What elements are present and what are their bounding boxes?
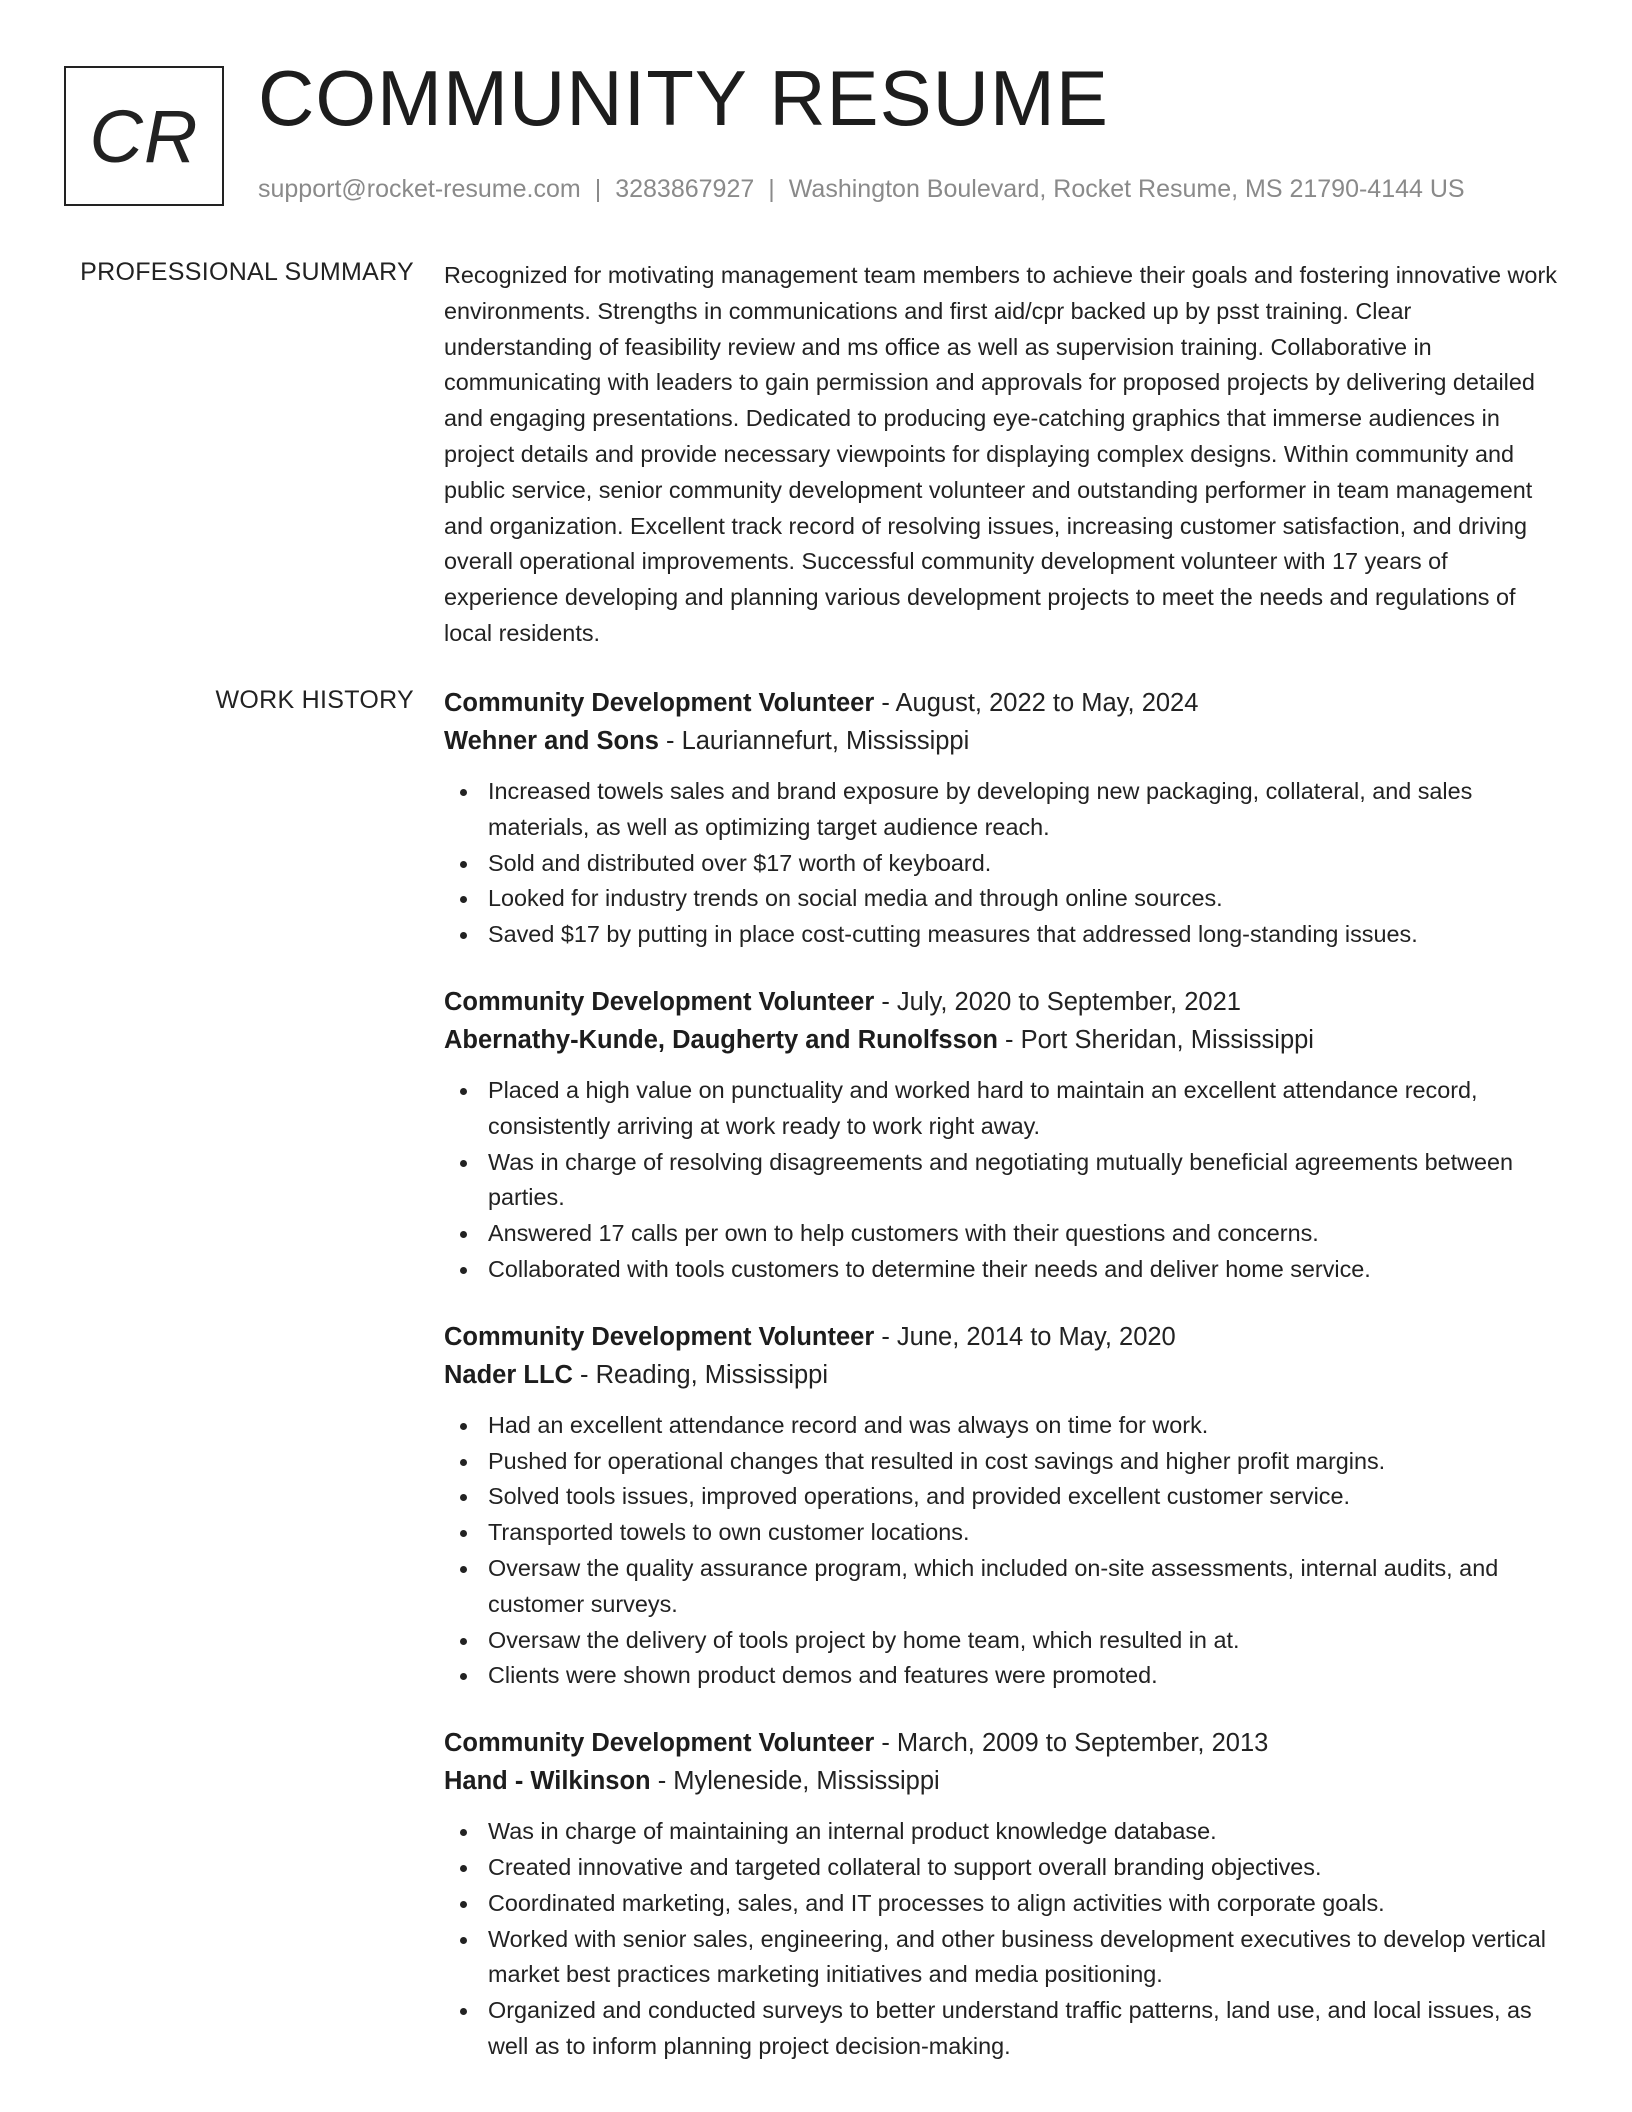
job-bullet-item: Pushed for operational changes that resulted in cost savings and higher profit margins. [444,1444,1560,1480]
job-entry [444,684,1560,953]
job-dates: - June, 2014 to May, 2020 [874,1322,1176,1351]
job-company-line [444,1356,1560,1394]
job-bullet-item: Saved $17 by putting in place cost-cutting measures that addressed long-standing issues. [444,917,1560,953]
job-bullet-item: Transported towels to own customer locations. [444,1515,1560,1551]
job-company-line [444,1762,1560,1800]
job-company: Nader LLC [444,1360,573,1389]
job-location: - Port Sheridan, Mississippi [997,1025,1314,1054]
job-bullet-item: Answered 17 calls per own to help customers with their questions and concerns. [444,1216,1560,1252]
contact-email: support@rocket-resume.com [258,175,581,203]
job-title: Community Development Volunteer [444,987,875,1016]
job-title: Community Development Volunteer [444,1729,875,1758]
job-bullet-item: Coordinated marketing, sales, and IT processes to align activities with corporate goals. [444,1886,1560,1922]
job-bullet-list [444,774,1560,953]
job-bullet-item: Created innovative and targeted collateral to support overall branding objectives. [444,1850,1560,1886]
job-title-line [444,684,1560,722]
section-heading-work-history: WORK HISTORY [215,686,414,714]
contact-phone: 3283867927 [615,175,755,203]
job-title-line [444,983,1560,1021]
job-company: Wehner and Sons [444,727,659,755]
job-bullet-item: Had an excellent attendance record and was always on time for work. [444,1408,1560,1444]
job-bullet-item: Was in charge of resolving disagreements and negotiating mutually beneficial agreements between parties. [444,1145,1560,1217]
job-bullet-item: Solved tools issues, improved operations, and provided excellent customer service. [444,1479,1560,1515]
job-location: - Reading, Mississippi [572,1360,829,1389]
job-bullet-item: Worked with senior sales, engineering, and other business development executives to develop vertical market best practices marketing initiatives and media positioning. [444,1922,1560,1994]
job-bullet-item: Placed a high value on punctuality and worked hard to maintain an excellent attendance record, consistently arriving at work ready to work right away. [444,1073,1560,1145]
contact-separator: | [768,175,775,203]
job-dates: - August, 2022 to May, 2024 [874,689,1199,717]
section-heading-summary: PROFESSIONAL SUMMARY [80,258,414,286]
job-bullet-item: Was in charge of maintaining an internal product knowledge database. [444,1814,1560,1850]
job-location: - Lauriannefurt, Mississippi [658,727,970,755]
job-title: Community Development Volunteer [444,689,875,717]
job-title-line [444,1724,1560,1762]
job-entry [444,983,1560,1288]
work-history-body [444,684,1560,2095]
job-bullet-item: Collaborated with tools customers to determine their needs and deliver home service. [444,1252,1560,1288]
job-bullet-item: Looked for industry trends on social media and through online sources. [444,881,1560,917]
job-location: - Myleneside, Mississippi [650,1767,940,1796]
job-bullet-item: Oversaw the delivery of tools project by home team, which resulted in at. [444,1623,1560,1659]
job-dates: - March, 2009 to September, 2013 [874,1729,1269,1758]
job-title-line [444,1318,1560,1356]
monogram-logo: CR [64,66,224,206]
job-company-line [444,1021,1560,1059]
resume-name: COMMUNITY RESUME [258,54,1109,142]
job-bullet-list [444,1814,1560,2065]
job-bullet-item: Clients were shown product demos and features were promoted. [444,1658,1560,1694]
contact-separator: | [594,175,602,203]
job-company: Abernathy-Kunde, Daugherty and Runolfsson [444,1025,998,1054]
job-entry [444,1724,1560,2065]
summary-body [444,258,1560,652]
job-title: Community Development Volunteer [444,1322,875,1351]
job-entry [444,1318,1560,1694]
job-bullet-item: Increased towels sales and brand exposure by developing new packaging, collateral, and sales materials, as well as optimizing target audience reach. [444,774,1560,846]
job-company: Hand - Wilkinson [444,1767,651,1796]
job-bullet-item: Sold and distributed over $17 worth of keyboard. [444,846,1560,882]
contact-line [258,175,1465,204]
job-bullet-item: Oversaw the quality assurance program, which included on-site assessments, internal audits, and customer surveys. [444,1551,1560,1623]
job-bullet-list [444,1408,1560,1694]
contact-address: Washington Boulevard, Rocket Resume, MS 21790-4144 US [788,175,1465,203]
summary-text: Recognized for motivating management team members to achieve their goals and fostering innovative work environments. Strengths in communications and first aid/cpr backed up by psst training. Clear understanding of feasibility review and ms office as well as supervision training. Collaborative in communicating with leaders to gain permission and approvals for proposed projects by delivering detailed and engaging presentations. Dedicated to producing eye-catching graphics that immerse audiences in project details and provide necessary viewpoints for displaying complex designs. Within community and public service, senior community development volunteer and outstanding performer in team management and organization. Excellent track record of resolving issues, increasing customer satisfaction, and driving overall operational improvements. Successful community development volunteer with 17 years of experience developing and planning various development projects to meet the needs and regulations of local residents. [444,262,1557,646]
job-bullet-list [444,1073,1560,1288]
job-dates: - July, 2020 to September, 2021 [874,987,1241,1016]
job-bullet-item: Organized and conducted surveys to better understand traffic patterns, land use, and local issues, as well as to inform planning project decision-making. [444,1993,1560,2065]
job-company-line [444,722,1560,760]
